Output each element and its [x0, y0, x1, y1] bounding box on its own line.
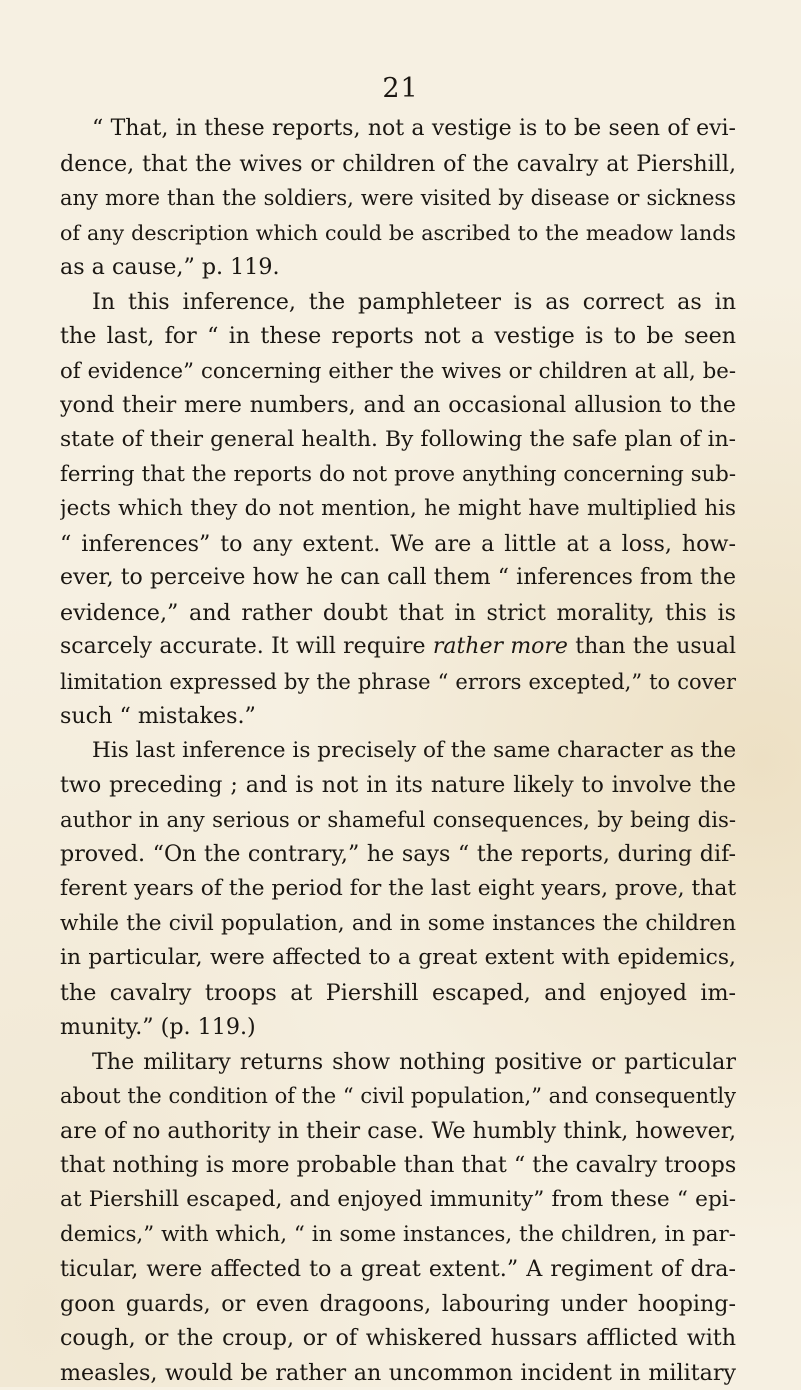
text-line: while the civil population, and in some instances the children: [60, 910, 736, 936]
body-text: [60, 112, 736, 1390]
text-line: such “ mistakes.”: [60, 703, 256, 730]
text-line: demics,” with which, “ in some instances, the children, in par-: [60, 1221, 736, 1247]
text-line: “ inferences” to any extent. We are a little at a loss, how-: [60, 530, 736, 557]
text-line: in particular, were affected to a great extent with epidemics,: [60, 945, 736, 971]
text-line: jects which they do not mention, he might have multiplied his: [60, 496, 736, 522]
text-line: ferent years of the period for the last eight years, prove, that: [60, 876, 736, 902]
text-line: evidence,” and rather doubt that in strict morality, this is: [60, 599, 736, 626]
text-line: goon guards, or even dragoons, labouring under hooping-: [60, 1290, 736, 1317]
text-line: the last, for “ in these reports not a vestige is to be seen: [60, 323, 736, 350]
text-line: “ That, in these reports, not a vestige is to be seen of evi-: [92, 116, 736, 141]
text-line: the cavalry troops at Piershill escaped, and enjoyed im-: [60, 979, 736, 1006]
text-line: of evidence” concerning either the wives or children at all, be-: [60, 357, 736, 383]
text-line: cough, or the croup, or of whiskered hussars afflicted with: [60, 1325, 736, 1352]
text-line: His last inference is precisely of the same character as the: [92, 737, 736, 763]
text-line: state of their general health. By following the safe plan of in-: [60, 426, 736, 452]
text-line: ticular, were affected to a great extent.” A regiment of dra-: [60, 1256, 736, 1283]
text-line: scarcely accurate. It will require rather more than the usual: [60, 634, 736, 660]
text-line: limitation expressed by the phrase “ errors excepted,” to cover: [60, 669, 736, 694]
text-line: The military returns show nothing positive or particular: [92, 1048, 736, 1075]
text-line: munity.” (p. 119.): [60, 1014, 256, 1041]
text-line: proved. “On the contrary,” he says “ the reports, during dif-: [60, 841, 736, 868]
text-line: about the condition of the “ civil population,” and consequently: [60, 1084, 736, 1109]
text-line: that nothing is more probable than that “ the cavalry troops: [60, 1152, 736, 1179]
text-line: measles, would be rather an uncommon incident in military: [60, 1359, 736, 1386]
text-line: In this inference, the pamphleteer is as correct as in: [92, 288, 736, 315]
text-line: author in any serious or shameful consequences, by being dis-: [60, 806, 736, 832]
text-line: dence, that the wives or children of the cavalry at Piershill,: [60, 150, 736, 177]
text-line: ferring that the reports do not prove anything concerning sub-: [60, 461, 736, 487]
text-line: are of no authority in their case. We humbly think, however,: [60, 1117, 736, 1144]
text-line: as a cause,” p. 119.: [60, 254, 280, 281]
text-line: at Piershill escaped, and enjoyed immunity” from these “ epi-: [60, 1186, 736, 1212]
text-line: yond their mere numbers, and an occasional allusion to the: [60, 392, 736, 419]
text-line: of any description which could be ascribed to the meadow lands: [60, 220, 736, 245]
page-number: 21: [382, 73, 419, 104]
text-line: ever, to perceive how he can call them “ inferences from the: [60, 565, 736, 591]
text-line: two preceding ; and is not in its nature likely to involve the: [60, 772, 736, 799]
italic-phrase: rather more: [432, 634, 568, 660]
text-line: any more than the soldiers, were visited by disease or sickness: [60, 186, 736, 211]
